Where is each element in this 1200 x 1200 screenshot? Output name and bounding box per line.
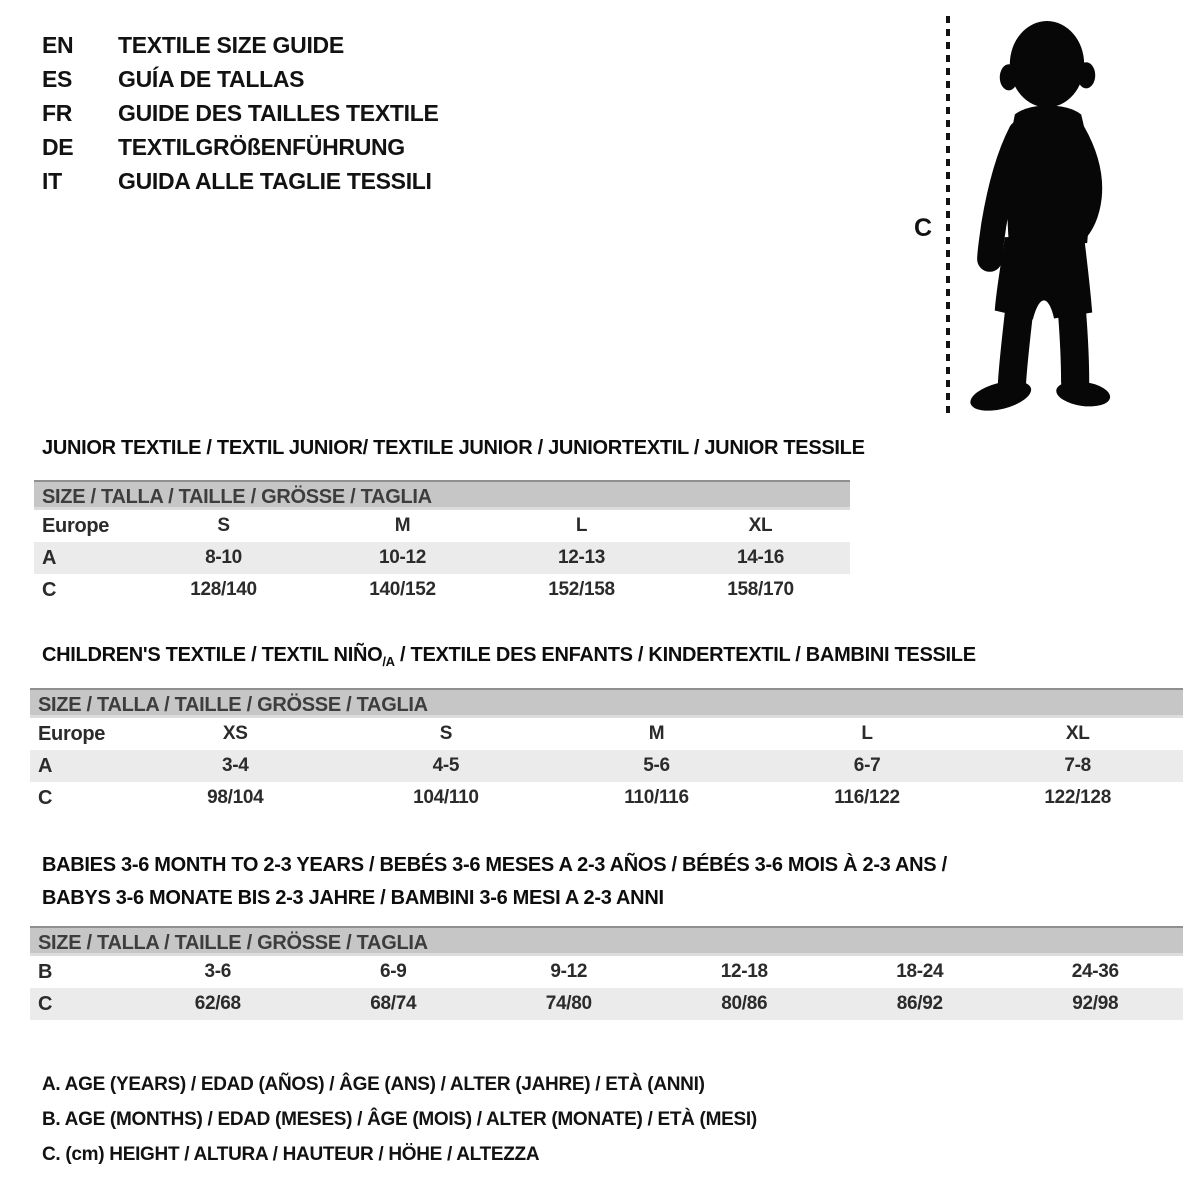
table-cell: 3-4 (222, 755, 249, 776)
lang-code: ES (42, 65, 73, 92)
table-cell: 116/122 (834, 787, 900, 808)
table-cell: S (217, 515, 230, 536)
table-cell: 158/170 (727, 579, 794, 600)
lang-title: GUIDA ALLE TAGLIE TESSILI (118, 167, 432, 194)
junior-table-title: JUNIOR TEXTILE / TEXTIL JUNIOR/ TEXTILE JUNIOR / JUNIORTEXTIL / JUNIOR TESSILE (42, 437, 865, 459)
lang-code: DE (42, 133, 74, 160)
table-row (30, 750, 1183, 782)
lang-title: TEXTILGRÖßENFÜHRUNG (118, 133, 405, 160)
table-cell: 12-18 (720, 961, 768, 982)
junior-size-table (34, 480, 850, 606)
table-row (30, 782, 1183, 814)
table-cell: 6-9 (379, 961, 407, 982)
table-cell: 68/74 (370, 993, 417, 1014)
table-cell: 92/98 (1072, 993, 1119, 1014)
children-title-post: / TEXTILE DES ENFANTS / KINDERTEXTIL / BAMBINI TESSILE (394, 644, 976, 666)
legend-line-a: A. AGE (YEARS) / EDAD (AÑOS) / ÂGE (ANS) / ALTER (JAHRE) / ETÀ (ANNI) (42, 1074, 705, 1095)
lang-row-de (42, 130, 439, 164)
legend-line-b: B. AGE (MONTHS) / EDAD (MESES) / ÂGE (MOIS) / ALTER (MONATE) / ETÀ (MESI) (42, 1109, 757, 1130)
lang-row-en (42, 28, 439, 62)
table-cell: 9-12 (550, 961, 588, 982)
table-row (30, 956, 1183, 988)
table-cell: S (439, 723, 453, 744)
height-dashed-line (946, 16, 950, 414)
table-cell: 6-7 (853, 755, 881, 776)
measurement-legend (42, 1074, 757, 1179)
children-title-pre: CHILDREN'S TEXTILE / TEXTIL NIÑO (42, 644, 383, 666)
row-label: Europe (42, 514, 110, 537)
children-size-table (30, 688, 1183, 814)
row-label: Europe (38, 722, 106, 745)
table-cell: 152/158 (548, 579, 615, 600)
table-cell: 62/68 (194, 993, 241, 1014)
row-label: A (42, 546, 57, 569)
table-cell: 5-6 (643, 755, 670, 776)
row-label: B (38, 960, 53, 983)
babies-table-title (42, 849, 947, 915)
size-header-band: SIZE / TALLA / TAILLE / GRÖSSE / TAGLIA (34, 480, 850, 510)
size-header-band: SIZE / TALLA / TAILLE / GRÖSSE / TAGLIA (30, 926, 1183, 956)
table-row (34, 510, 850, 542)
size-header-band: SIZE / TALLA / TAILLE / GRÖSSE / TAGLIA (30, 688, 1183, 718)
lang-row-es (42, 62, 439, 96)
babies-title-line2: BABYS 3-6 MONATE BIS 2-3 JAHRE / BAMBINI 3-6 MESI A 2-3 ANNI (42, 887, 664, 909)
table-cell: 122/128 (1044, 787, 1111, 808)
height-measure-label: C (914, 214, 932, 242)
legend-line-c: C. (cm) HEIGHT / ALTURA / HAUTEUR / HÖHE / ALTEZZA (42, 1144, 540, 1165)
lang-code: EN (42, 31, 74, 58)
babies-title-line1: BABIES 3-6 MONTH TO 2-3 YEARS / BEBÉS 3-6 MESES A 2-3 AÑOS / BÉBÉS 3-6 MOIS À 2-3 ANS / (42, 854, 947, 876)
junior-table-rows (34, 510, 850, 606)
table-cell: 4-5 (432, 755, 460, 776)
row-label: A (38, 754, 53, 777)
table-row (34, 574, 850, 606)
table-cell: XS (222, 723, 248, 744)
table-cell: 98/104 (207, 787, 264, 808)
children-table-title (42, 644, 976, 669)
table-cell: 12-13 (557, 547, 606, 568)
table-cell: XL (1065, 723, 1090, 744)
table-cell: 86/92 (896, 993, 943, 1014)
table-cell: 14-16 (736, 547, 785, 568)
table-cell: 104/110 (413, 787, 479, 808)
table-cell: 10-12 (378, 547, 427, 568)
lang-title: TEXTILE SIZE GUIDE (118, 31, 344, 58)
lang-row-fr (42, 96, 439, 130)
table-row (30, 718, 1183, 750)
table-cell: 74/80 (545, 993, 592, 1014)
children-table-rows (30, 718, 1183, 814)
row-label: C (38, 786, 53, 809)
lang-row-it (42, 164, 439, 198)
table-cell: 128/140 (190, 579, 257, 600)
language-title-list (42, 28, 439, 198)
lang-code: IT (42, 167, 62, 194)
lang-title: GUÍA DE TALLAS (118, 65, 305, 92)
babies-size-table (30, 926, 1183, 1020)
lang-title: GUIDE DES TAILLES TEXTILE (118, 99, 439, 126)
table-cell: L (575, 515, 588, 536)
table-cell: L (861, 723, 873, 744)
table-row (34, 542, 850, 574)
table-cell: 24-36 (1071, 961, 1119, 982)
lang-code: FR (42, 99, 73, 126)
table-cell: M (394, 515, 411, 536)
row-label: C (38, 992, 53, 1015)
table-cell: M (648, 723, 665, 744)
table-cell: XL (748, 515, 773, 536)
toddler-silhouette (958, 14, 1140, 416)
row-label: C (42, 578, 57, 601)
table-row (30, 988, 1183, 1020)
table-cell: 8-10 (205, 547, 242, 568)
table-cell: 3-6 (204, 961, 232, 982)
babies-table-rows (30, 956, 1183, 1020)
table-cell: 7-8 (1064, 755, 1091, 776)
table-cell: 140/152 (369, 579, 436, 600)
table-cell: 80/86 (721, 993, 768, 1014)
children-title-sub: /A (382, 654, 395, 669)
table-cell: 18-24 (896, 961, 944, 982)
table-cell: 110/116 (624, 787, 689, 808)
